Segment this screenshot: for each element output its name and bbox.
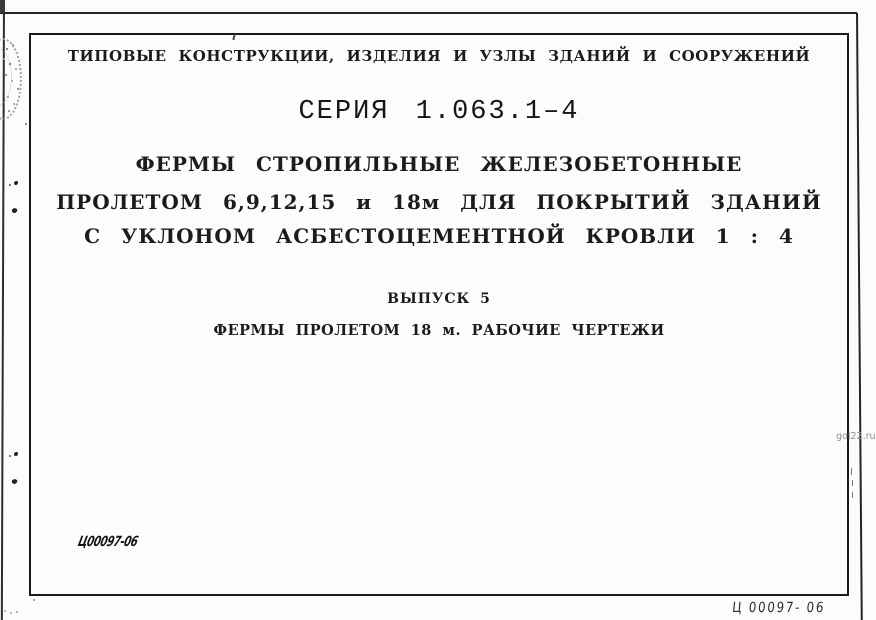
bottom-speck xyxy=(33,599,35,601)
margin-mark xyxy=(14,181,18,185)
margin-mark xyxy=(9,184,11,186)
bottom-speck xyxy=(10,612,12,614)
subtitle-line: ФЕРМЫ ПРОЛЕТОМ 18 м. РАБОЧИЕ ЧЕРТЕЖИ xyxy=(213,322,665,339)
document-category-line: ТИПОВЫЕ КОНСТРУКЦИИ, ИЗДЕЛИЯ И УЗЛЫ ЗДАНИЙ И СООРУЖЕНИЙ xyxy=(67,47,811,65)
bottom-speck xyxy=(4,610,6,612)
margin-mark xyxy=(11,478,18,485)
footer-inventory-code: Ц 00097- 06 xyxy=(731,600,826,616)
scan-right-edge-line xyxy=(856,13,863,620)
site-watermark: gol22.ru xyxy=(836,431,876,442)
scan-top-edge-line xyxy=(0,12,857,14)
margin-mark xyxy=(11,207,18,214)
inventory-stamp-code: Ц00097-06 xyxy=(76,534,140,550)
title-line-3: С УКЛОНОМ АСБЕСТОЦЕМЕНТНОЙ КРОВЛИ 1 : 4 xyxy=(84,224,794,248)
issue-label: ВЫПУСК 5 xyxy=(387,291,491,307)
right-edge-dash xyxy=(852,492,853,498)
bottom-speck xyxy=(16,611,18,613)
smudge-speckles xyxy=(0,0,2,2)
margin-mark xyxy=(14,452,18,456)
title-line-2: ПРОЛЕТОМ 6,9,12,15 и 18м ДЛЯ ПОКРЫТИЙ ЗДАНИЙ xyxy=(56,190,822,214)
right-edge-dash xyxy=(852,480,853,486)
title-line-1: ФЕРМЫ СТРОПИЛЬНЫЕ ЖЕЛЕЗОБЕТОННЫЕ xyxy=(135,152,743,176)
right-edge-dash xyxy=(851,468,852,475)
margin-mark xyxy=(9,455,11,457)
series-title: СЕРИЯ 1.063.1–4 xyxy=(298,97,580,127)
